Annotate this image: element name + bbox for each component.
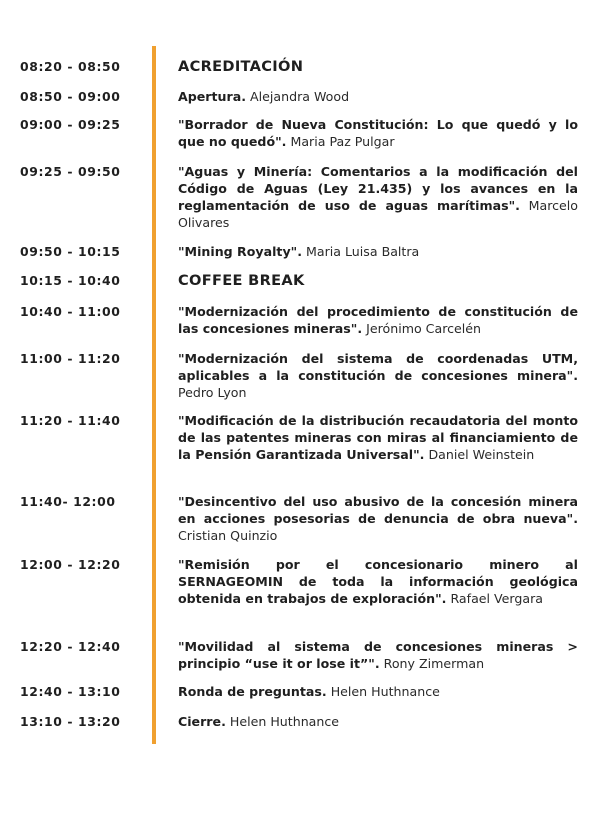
agenda-item xyxy=(178,303,578,337)
time-slot: 13:10 - 13:20 xyxy=(20,714,121,729)
time-slot: 11:40- 12:00 xyxy=(20,494,116,509)
speaker-name: Daniel Weinstein xyxy=(428,447,535,462)
agenda-item xyxy=(178,713,578,730)
talk-title: "Modernización del procedimiento de constitución de las concesiones mineras". xyxy=(178,304,578,336)
time-slot: 10:15 - 10:40 xyxy=(20,273,121,288)
schedule-row xyxy=(0,303,600,337)
schedule-row xyxy=(0,683,600,700)
agenda-item xyxy=(178,493,578,544)
talk-title: "Borrador de Nueva Constitución: Lo que quedó y lo que no quedó". xyxy=(178,117,578,149)
time-slot: 09:50 - 10:15 xyxy=(20,244,121,259)
time-slot: 12:20 - 12:40 xyxy=(20,639,121,654)
schedule-row xyxy=(0,58,600,75)
speaker-name: Helen Huthnance xyxy=(330,684,440,699)
speaker-name: Cristian Quinzio xyxy=(178,528,278,543)
time-slot: 08:20 - 08:50 xyxy=(20,59,121,74)
talk-title: ACREDITACIÓN xyxy=(178,58,304,75)
section-heading xyxy=(178,272,578,289)
speaker-name: Alejandra Wood xyxy=(250,89,350,104)
speaker-name: Helen Huthnance xyxy=(229,714,340,729)
talk-title: COFFEE BREAK xyxy=(178,272,305,289)
talk-title: "Aguas y Minería: Comentarios a la modificación del Código de Aguas (Ley 21.435) y los avances en la reglamentación de uso de aguas marítimas". xyxy=(178,164,578,213)
schedule-row xyxy=(0,243,600,260)
agenda-item xyxy=(178,243,578,260)
speaker-name: Rony Zimerman xyxy=(383,656,485,671)
speaker-name: Marcelo Olivares xyxy=(178,198,578,230)
time-slot: 11:00 - 11:20 xyxy=(20,351,121,366)
agenda-item xyxy=(178,638,578,672)
time-slot: 10:40 - 11:00 xyxy=(20,304,121,319)
agenda-item xyxy=(178,350,578,401)
speaker-name: Rafael Vergara xyxy=(450,591,543,606)
talk-title: Cierre. xyxy=(178,714,226,729)
schedule-row xyxy=(0,493,600,544)
agenda-item xyxy=(178,163,578,231)
schedule-row xyxy=(0,350,600,401)
agenda-item xyxy=(178,412,578,463)
schedule-row xyxy=(0,412,600,463)
time-slot: 09:25 - 09:50 xyxy=(20,164,121,179)
schedule-row xyxy=(0,638,600,672)
schedule-row xyxy=(0,713,600,730)
talk-title: "Modificación de la distribución recaudatoria del monto de las patentes mineras con miras al financiamiento de la Pensión Garantizada Universal". xyxy=(178,413,578,462)
talk-title: "Movilidad al sistema de concesiones mineras > principio “use it or lose it”". xyxy=(178,639,578,671)
talk-title: "Modernización del sistema de coordenadas UTM, aplicables a la constitución de concesiones minera". xyxy=(178,351,578,383)
time-slot: 12:00 - 12:20 xyxy=(20,557,121,572)
time-slot: 11:20 - 11:40 xyxy=(20,413,121,428)
speaker-name: Maria Paz Pulgar xyxy=(290,134,395,149)
agenda-item xyxy=(178,556,578,607)
section-heading xyxy=(178,58,578,75)
talk-title: "Desincentivo del uso abusivo de la concesión minera en acciones posesorias de denuncia de obra nueva". xyxy=(178,494,578,526)
talk-title: "Remisión por el concesionario minero al SERNAGEOMIN de toda la información geológica obtenida en trabajos de exploración". xyxy=(178,557,578,606)
time-slot: 08:50 - 09:00 xyxy=(20,89,121,104)
schedule-row xyxy=(0,163,600,231)
speaker-name: Maria Luisa Baltra xyxy=(306,244,420,259)
talk-title: Ronda de preguntas. xyxy=(178,684,327,699)
schedule-row xyxy=(0,88,600,105)
agenda-item xyxy=(178,116,578,150)
schedule-row xyxy=(0,272,600,289)
time-slot: 12:40 - 13:10 xyxy=(20,684,121,699)
speaker-name: Pedro Lyon xyxy=(178,385,247,400)
agenda-item xyxy=(178,683,578,700)
time-slot: 09:00 - 09:25 xyxy=(20,117,121,132)
agenda-item xyxy=(178,88,578,105)
talk-title: "Mining Royalty". xyxy=(178,244,303,259)
speaker-name: Jerónimo Carcelén xyxy=(366,321,481,336)
talk-title: Apertura. xyxy=(178,89,246,104)
schedule-row xyxy=(0,116,600,150)
schedule-row xyxy=(0,556,600,607)
